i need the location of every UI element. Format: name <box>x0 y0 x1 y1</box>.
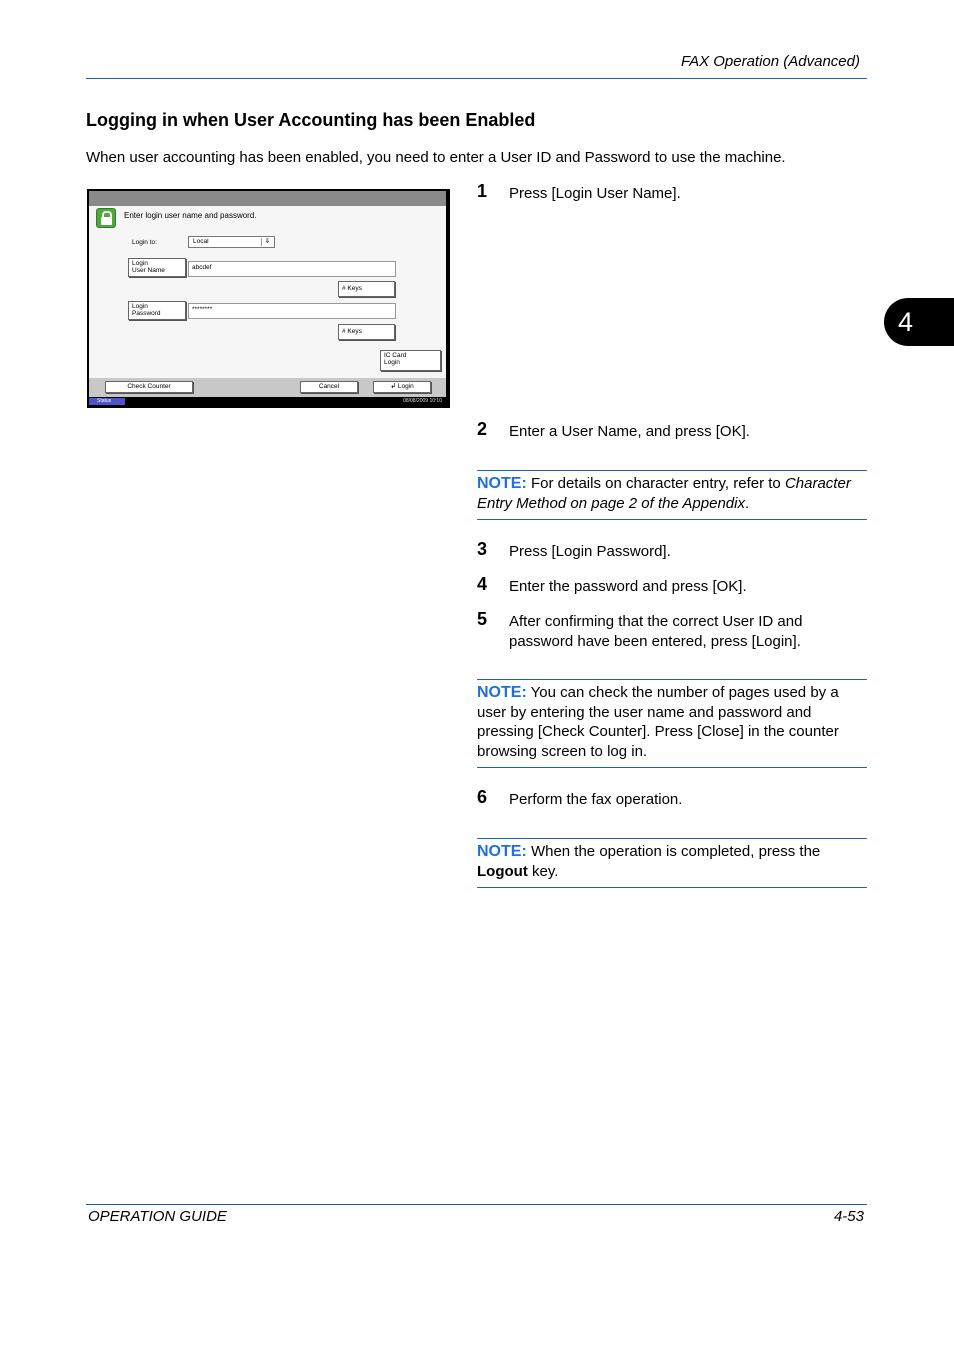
cancel-button[interactable]: Cancel <box>300 381 358 393</box>
login-to-value: Local <box>193 238 209 245</box>
login-user-name-line2: User Name <box>132 267 165 274</box>
user-name-field[interactable]: abcdef <box>188 261 396 277</box>
enter-icon: ↲ <box>390 383 397 390</box>
step-number: 1 <box>477 181 488 201</box>
step-number: 4 <box>477 574 488 594</box>
note-end: . <box>744 494 750 512</box>
ic-card-line2: Login <box>384 359 400 366</box>
status-button[interactable]: Status <box>89 398 125 405</box>
login-to-label: Login to: <box>132 239 157 246</box>
step-text: Press [Login Password]. <box>509 543 671 560</box>
footer-rule <box>86 1204 867 1205</box>
intro-paragraph: When user accounting has been enabled, you need to enter a User ID and Password to use the machine. <box>86 149 786 166</box>
screen-prompt: Enter login user name and password. <box>124 211 257 220</box>
screen-button-bar <box>89 378 446 397</box>
login-button-label: Login <box>397 383 414 390</box>
note-check-counter <box>477 679 867 768</box>
note-end: key. <box>527 862 559 880</box>
check-counter-button[interactable]: Check Counter <box>105 381 193 393</box>
section-heading: Logging in when User Accounting has been Enabled <box>86 110 536 130</box>
note-logout <box>477 838 867 888</box>
login-screen-illustration <box>87 189 450 408</box>
password-field[interactable]: ******** <box>188 303 396 319</box>
step-number: 3 <box>477 539 488 559</box>
login-user-name-button[interactable] <box>128 258 186 277</box>
ic-card-line1: IC Card <box>384 352 407 359</box>
step-number: 5 <box>477 609 488 629</box>
status-bar <box>89 397 446 406</box>
note-text: When the operation is completed, press the <box>526 843 821 860</box>
login-user-name-line1: Login <box>132 260 148 267</box>
unlock-icon <box>96 208 116 228</box>
step-text: After confirming that the correct User ID and password have been entered, press [Login]. <box>509 613 803 650</box>
screen-title-bar <box>89 191 446 206</box>
step-text: Perform the fax operation. <box>509 791 683 808</box>
note-logout-key: Logout <box>477 862 528 880</box>
login-button[interactable] <box>373 381 431 393</box>
chevron-down-icon: ⇓ <box>261 238 273 246</box>
running-header: FAX Operation (Advanced) <box>681 53 860 70</box>
step-text: Enter the password and press [OK]. <box>509 578 747 595</box>
step-text: Enter a User Name, and press [OK]. <box>509 423 750 440</box>
login-password-button[interactable] <box>128 301 186 320</box>
step-number: 2 <box>477 419 488 439</box>
user-name-keys-button[interactable]: # Keys <box>338 281 395 297</box>
login-password-line1: Login <box>132 303 148 310</box>
note-label: NOTE: <box>477 475 527 492</box>
step-number: 6 <box>477 787 488 807</box>
password-keys-button[interactable]: # Keys <box>338 324 395 340</box>
status-datetime: 08/08/2009 10:10 <box>403 398 442 404</box>
login-password-line2: Password <box>132 310 161 317</box>
note-label: NOTE: <box>477 843 527 860</box>
note-label: NOTE: <box>477 684 527 701</box>
ic-card-login-button[interactable] <box>380 350 441 371</box>
step-text: Press [Login User Name]. <box>509 185 681 202</box>
note-character-entry <box>477 470 867 520</box>
header-rule <box>86 78 867 79</box>
page-number: 4-53 <box>833 1208 864 1225</box>
note-text: You can check the number of pages used by a user by entering the user name and password and pressing [Check Counter]. Press [Close] in the counter browsing screen to log in. <box>477 684 839 760</box>
chapter-tab: 4 <box>884 298 954 346</box>
footer-guide-title: OPERATION GUIDE <box>88 1208 227 1225</box>
note-text: For details on character entry, refer to <box>526 475 785 492</box>
screen-body <box>89 206 446 378</box>
note-reference: Character Entry Method on page 2 of the Appendix <box>477 475 851 512</box>
login-to-select[interactable] <box>188 236 275 248</box>
